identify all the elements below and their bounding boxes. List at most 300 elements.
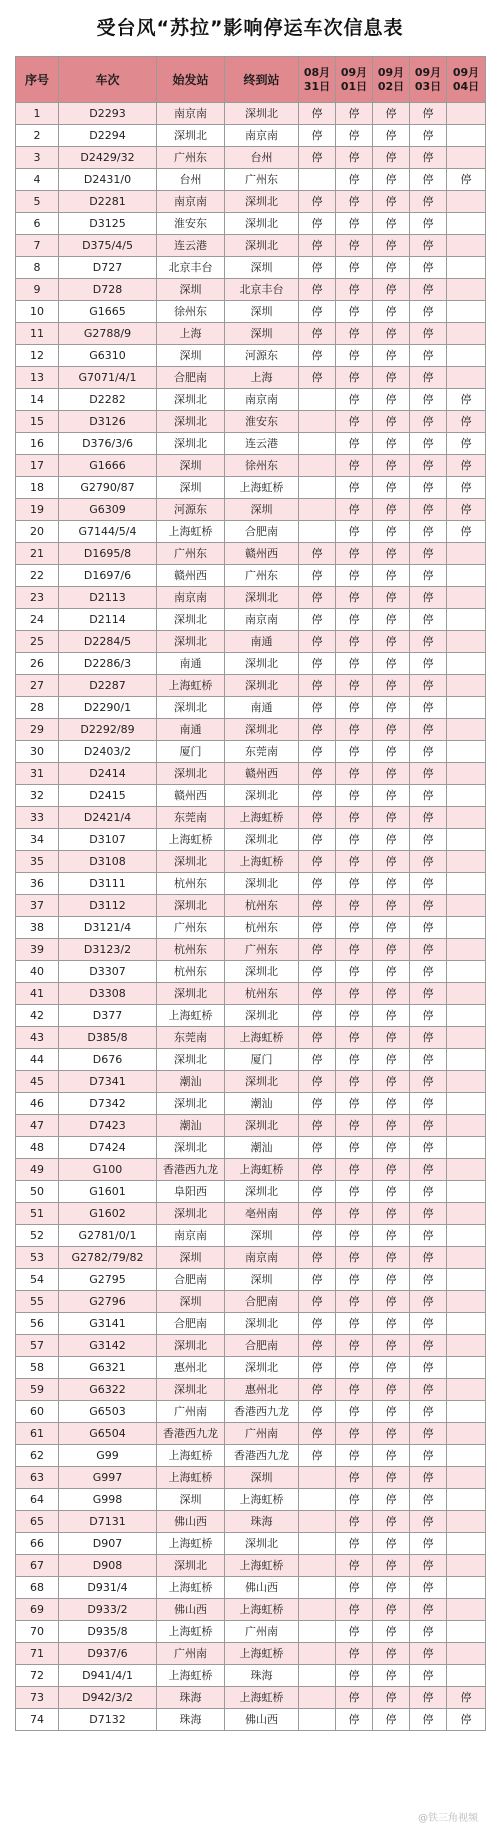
cell-origin: 厦门: [157, 741, 225, 763]
cell-destination: 深圳北: [225, 719, 299, 741]
cell-status: [299, 1511, 336, 1533]
cell-origin: 佛山西: [157, 1511, 225, 1533]
cell-index: 51: [16, 1203, 59, 1225]
cell-index: 38: [16, 917, 59, 939]
cell-status: 停: [410, 1115, 447, 1137]
cell-status: 停: [299, 1181, 336, 1203]
cell-index: 14: [16, 389, 59, 411]
cell-destination: 深圳北: [225, 785, 299, 807]
watermark: @铁三角视频: [418, 1813, 478, 1824]
cell-origin: 深圳北: [157, 1335, 225, 1357]
cell-status: 停: [299, 235, 336, 257]
cell-status: 停: [373, 1049, 410, 1071]
header-date: [336, 57, 373, 103]
cell-destination: 杭州东: [225, 983, 299, 1005]
cell-status: 停: [336, 521, 373, 543]
cell-index: 57: [16, 1335, 59, 1357]
cell-train: G100: [59, 1159, 157, 1181]
cell-status: 停: [373, 851, 410, 873]
cell-status: 停: [373, 961, 410, 983]
cell-train: D2282: [59, 389, 157, 411]
cell-train: D907: [59, 1533, 157, 1555]
cell-status: 停: [410, 521, 447, 543]
cell-train: D2290/1: [59, 697, 157, 719]
table-row: [16, 961, 486, 983]
cell-status: 停: [373, 1115, 410, 1137]
cell-status: 停: [410, 785, 447, 807]
table-row: [16, 1225, 486, 1247]
cell-origin: 深圳北: [157, 631, 225, 653]
cell-status: 停: [373, 917, 410, 939]
cell-train: G1601: [59, 1181, 157, 1203]
cell-status: [447, 279, 486, 301]
cell-status: 停: [373, 1291, 410, 1313]
cell-status: 停: [373, 213, 410, 235]
cell-train: D2114: [59, 609, 157, 631]
table-row: [16, 103, 486, 125]
cell-status: 停: [410, 719, 447, 741]
cell-status: [299, 389, 336, 411]
cell-destination: 佛山西: [225, 1709, 299, 1731]
cell-destination: 深圳北: [225, 103, 299, 125]
cell-destination: 徐州东: [225, 455, 299, 477]
table-row: [16, 873, 486, 895]
cell-status: 停: [336, 345, 373, 367]
cell-index: 13: [16, 367, 59, 389]
cell-destination: 广州南: [225, 1423, 299, 1445]
cell-status: 停: [373, 455, 410, 477]
cell-status: 停: [299, 301, 336, 323]
cell-status: [447, 1423, 486, 1445]
cell-status: 停: [336, 1709, 373, 1731]
cell-train: D2431/0: [59, 169, 157, 191]
cell-status: 停: [299, 961, 336, 983]
cell-status: 停: [447, 455, 486, 477]
cell-origin: 连云港: [157, 235, 225, 257]
cell-origin: 赣州西: [157, 565, 225, 587]
cell-index: 56: [16, 1313, 59, 1335]
cell-destination: 南京南: [225, 609, 299, 631]
cell-status: [447, 1467, 486, 1489]
cell-origin: 上海虹桥: [157, 1467, 225, 1489]
cell-index: 20: [16, 521, 59, 543]
table-row: [16, 895, 486, 917]
cell-train: D935/8: [59, 1621, 157, 1643]
cell-status: 停: [373, 1137, 410, 1159]
table-row: [16, 1467, 486, 1489]
cell-status: [447, 1269, 486, 1291]
cell-train: D7424: [59, 1137, 157, 1159]
cell-index: 17: [16, 455, 59, 477]
cell-train: G2782/79/82: [59, 1247, 157, 1269]
cell-status: 停: [410, 455, 447, 477]
cell-status: 停: [336, 323, 373, 345]
cell-status: 停: [410, 257, 447, 279]
cell-train: G2781/0/1: [59, 1225, 157, 1247]
cell-index: 11: [16, 323, 59, 345]
cell-origin: 深圳北: [157, 851, 225, 873]
cell-origin: 深圳: [157, 279, 225, 301]
cell-status: 停: [299, 917, 336, 939]
header-date-day: 03日: [414, 79, 442, 93]
cell-status: [447, 367, 486, 389]
cell-index: 31: [16, 763, 59, 785]
cell-status: [447, 125, 486, 147]
cell-index: 45: [16, 1071, 59, 1093]
cell-status: 停: [373, 169, 410, 191]
cell-destination: 香港西九龙: [225, 1401, 299, 1423]
cell-train: G7071/4/1: [59, 367, 157, 389]
cell-train: D2286/3: [59, 653, 157, 675]
cell-status: 停: [373, 1005, 410, 1027]
cell-status: [447, 1335, 486, 1357]
cell-index: 40: [16, 961, 59, 983]
cell-status: [299, 1489, 336, 1511]
cell-status: 停: [336, 1577, 373, 1599]
cell-status: 停: [447, 499, 486, 521]
cell-status: 停: [410, 1093, 447, 1115]
cell-status: [447, 565, 486, 587]
cell-status: 停: [299, 1225, 336, 1247]
cell-index: 68: [16, 1577, 59, 1599]
cell-origin: 上海虹桥: [157, 1445, 225, 1467]
cell-status: 停: [410, 741, 447, 763]
cell-train: D3308: [59, 983, 157, 1005]
cell-status: [447, 1181, 486, 1203]
cell-status: 停: [299, 279, 336, 301]
cell-origin: 东莞南: [157, 807, 225, 829]
cell-status: 停: [336, 587, 373, 609]
cell-destination: 深圳北: [225, 1313, 299, 1335]
cell-status: [447, 1291, 486, 1313]
cell-origin: 广州东: [157, 917, 225, 939]
cell-status: [447, 1401, 486, 1423]
cell-origin: 河源东: [157, 499, 225, 521]
cell-train: D2284/5: [59, 631, 157, 653]
cell-status: 停: [336, 719, 373, 741]
table-row: [16, 1137, 486, 1159]
cell-status: [447, 807, 486, 829]
cell-status: 停: [410, 1071, 447, 1093]
cell-status: [447, 675, 486, 697]
cell-status: 停: [373, 1181, 410, 1203]
table-row: [16, 1247, 486, 1269]
header-date-month: 09月: [340, 65, 368, 79]
table-row: [16, 1555, 486, 1577]
cell-status: 停: [336, 235, 373, 257]
cell-train: D728: [59, 279, 157, 301]
cell-train: D2113: [59, 587, 157, 609]
cell-origin: 上海虹桥: [157, 1621, 225, 1643]
table-row: [16, 1027, 486, 1049]
table-row: [16, 785, 486, 807]
cell-status: 停: [410, 1555, 447, 1577]
cell-index: 29: [16, 719, 59, 741]
cell-status: [447, 1577, 486, 1599]
cell-status: 停: [299, 939, 336, 961]
cell-status: 停: [373, 741, 410, 763]
cell-train: D7342: [59, 1093, 157, 1115]
cell-status: 停: [299, 1049, 336, 1071]
cell-status: [447, 147, 486, 169]
cell-index: 19: [16, 499, 59, 521]
cell-origin: 上海虹桥: [157, 1577, 225, 1599]
cell-status: [447, 829, 486, 851]
cell-status: 停: [299, 1445, 336, 1467]
cell-status: 停: [447, 1687, 486, 1709]
cell-status: 停: [410, 1687, 447, 1709]
header-train: 车次: [59, 57, 157, 103]
cell-index: 22: [16, 565, 59, 587]
table-row: [16, 983, 486, 1005]
cell-train: D676: [59, 1049, 157, 1071]
cell-destination: 潮汕: [225, 1093, 299, 1115]
cell-status: 停: [410, 345, 447, 367]
cell-destination: 合肥南: [225, 1291, 299, 1313]
cell-status: 停: [373, 1467, 410, 1489]
cell-status: 停: [373, 345, 410, 367]
cell-index: 10: [16, 301, 59, 323]
cell-origin: 香港西九龙: [157, 1423, 225, 1445]
cell-status: [299, 433, 336, 455]
cell-train: D2421/4: [59, 807, 157, 829]
cell-status: [299, 1555, 336, 1577]
cell-origin: 上海虹桥: [157, 1005, 225, 1027]
cell-status: 停: [299, 829, 336, 851]
header-date-day: 04日: [452, 79, 480, 93]
cell-destination: 佛山西: [225, 1577, 299, 1599]
cell-origin: 上海虹桥: [157, 1533, 225, 1555]
cell-train: D2414: [59, 763, 157, 785]
cell-status: [447, 1357, 486, 1379]
cell-index: 21: [16, 543, 59, 565]
table-row: [16, 1335, 486, 1357]
cell-index: 50: [16, 1181, 59, 1203]
cell-origin: 深圳北: [157, 895, 225, 917]
table-row: [16, 389, 486, 411]
cell-index: 9: [16, 279, 59, 301]
cell-status: 停: [299, 1357, 336, 1379]
cell-origin: 深圳: [157, 455, 225, 477]
cell-status: 停: [299, 191, 336, 213]
cell-status: 停: [299, 1027, 336, 1049]
cell-index: 70: [16, 1621, 59, 1643]
cell-train: G3141: [59, 1313, 157, 1335]
cell-status: [447, 1225, 486, 1247]
cell-destination: 香港西九龙: [225, 1445, 299, 1467]
cell-status: 停: [410, 1159, 447, 1181]
cell-origin: 广州东: [157, 147, 225, 169]
cell-origin: 上海虹桥: [157, 1665, 225, 1687]
cell-status: 停: [336, 1687, 373, 1709]
header-destination: 终到站: [225, 57, 299, 103]
cell-origin: 珠海: [157, 1709, 225, 1731]
cell-status: [447, 345, 486, 367]
header-date: [410, 57, 447, 103]
cell-status: 停: [336, 1115, 373, 1137]
cell-status: 停: [299, 103, 336, 125]
table-row: [16, 1049, 486, 1071]
cell-status: 停: [373, 1225, 410, 1247]
cell-index: 5: [16, 191, 59, 213]
table-row: [16, 477, 486, 499]
cell-origin: 广州东: [157, 543, 225, 565]
cell-status: 停: [373, 1423, 410, 1445]
cell-destination: 上海虹桥: [225, 1555, 299, 1577]
cell-destination: 广州南: [225, 1621, 299, 1643]
cell-destination: 深圳北: [225, 191, 299, 213]
cell-status: 停: [373, 323, 410, 345]
table-row: [16, 939, 486, 961]
cell-status: 停: [336, 499, 373, 521]
cell-status: 停: [373, 191, 410, 213]
cell-status: 停: [336, 1533, 373, 1555]
cell-status: 停: [410, 1467, 447, 1489]
cell-index: 59: [16, 1379, 59, 1401]
cell-status: 停: [336, 1225, 373, 1247]
table-row: [16, 1379, 486, 1401]
cell-train: D2429/32: [59, 147, 157, 169]
cell-destination: 深圳: [225, 257, 299, 279]
cell-destination: 南京南: [225, 1247, 299, 1269]
cell-status: [299, 1599, 336, 1621]
cell-status: 停: [447, 169, 486, 191]
cell-status: 停: [336, 851, 373, 873]
cell-status: 停: [373, 1357, 410, 1379]
cell-origin: 深圳: [157, 345, 225, 367]
cell-train: G6322: [59, 1379, 157, 1401]
table-row: [16, 807, 486, 829]
cell-origin: 珠海: [157, 1687, 225, 1709]
cell-destination: 深圳: [225, 323, 299, 345]
cell-status: 停: [336, 103, 373, 125]
cell-train: D377: [59, 1005, 157, 1027]
cell-status: 停: [299, 1137, 336, 1159]
cell-destination: 合肥南: [225, 521, 299, 543]
cell-destination: 深圳北: [225, 653, 299, 675]
cell-destination: 深圳北: [225, 587, 299, 609]
cell-index: 55: [16, 1291, 59, 1313]
cell-status: [447, 741, 486, 763]
cell-index: 16: [16, 433, 59, 455]
cell-status: 停: [373, 939, 410, 961]
cell-train: D3112: [59, 895, 157, 917]
cell-status: [299, 1467, 336, 1489]
cell-status: 停: [373, 257, 410, 279]
cell-status: 停: [373, 1401, 410, 1423]
table-row: [16, 345, 486, 367]
cell-train: D375/4/5: [59, 235, 157, 257]
cell-status: 停: [336, 1511, 373, 1533]
cell-status: 停: [373, 1555, 410, 1577]
cell-destination: 南通: [225, 697, 299, 719]
cell-status: 停: [410, 961, 447, 983]
cell-status: [447, 1665, 486, 1687]
cell-status: [299, 1533, 336, 1555]
cell-train: D1695/8: [59, 543, 157, 565]
cell-destination: 赣州西: [225, 763, 299, 785]
table-row: [16, 543, 486, 565]
cell-status: 停: [410, 103, 447, 125]
cell-status: 停: [299, 1071, 336, 1093]
cell-status: 停: [373, 1071, 410, 1093]
cell-status: 停: [373, 609, 410, 631]
cell-index: 32: [16, 785, 59, 807]
cell-origin: 淮安东: [157, 213, 225, 235]
cell-destination: 南京南: [225, 389, 299, 411]
cell-destination: 上海虹桥: [225, 851, 299, 873]
table-row: [16, 147, 486, 169]
header-date: [447, 57, 486, 103]
cell-index: 52: [16, 1225, 59, 1247]
cell-status: 停: [410, 807, 447, 829]
cell-status: 停: [336, 389, 373, 411]
table-row: [16, 829, 486, 851]
cell-status: 停: [410, 1335, 447, 1357]
cell-index: 64: [16, 1489, 59, 1511]
table-row: [16, 675, 486, 697]
cell-status: 停: [299, 1335, 336, 1357]
table-row: [16, 1357, 486, 1379]
cell-status: 停: [410, 565, 447, 587]
cell-destination: 亳州南: [225, 1203, 299, 1225]
cell-status: 停: [373, 1313, 410, 1335]
cell-status: 停: [299, 697, 336, 719]
cell-status: 停: [410, 675, 447, 697]
cell-status: 停: [299, 213, 336, 235]
cell-train: D2403/2: [59, 741, 157, 763]
cell-status: [447, 235, 486, 257]
cell-status: [447, 609, 486, 631]
cell-status: 停: [373, 653, 410, 675]
cell-status: 停: [336, 917, 373, 939]
cell-destination: 河源东: [225, 345, 299, 367]
cell-origin: 深圳北: [157, 433, 225, 455]
cell-origin: 上海虹桥: [157, 675, 225, 697]
cell-status: 停: [373, 1511, 410, 1533]
cell-destination: 深圳北: [225, 1357, 299, 1379]
cell-train: D2415: [59, 785, 157, 807]
table-row: [16, 257, 486, 279]
cell-status: 停: [299, 367, 336, 389]
cell-destination: 珠海: [225, 1665, 299, 1687]
cell-status: 停: [410, 1181, 447, 1203]
table-row: [16, 367, 486, 389]
table-row: [16, 1533, 486, 1555]
cell-index: 65: [16, 1511, 59, 1533]
cell-status: 停: [336, 1357, 373, 1379]
cell-destination: 上海虹桥: [225, 1027, 299, 1049]
header-origin: 始发站: [157, 57, 225, 103]
cell-status: 停: [373, 1093, 410, 1115]
cell-status: [299, 521, 336, 543]
cell-origin: 潮汕: [157, 1115, 225, 1137]
cell-index: 41: [16, 983, 59, 1005]
cell-status: 停: [336, 1423, 373, 1445]
cell-status: 停: [410, 1225, 447, 1247]
cell-index: 2: [16, 125, 59, 147]
cell-destination: 深圳: [225, 1269, 299, 1291]
cell-status: [447, 1313, 486, 1335]
table-row: [16, 433, 486, 455]
cell-destination: 深圳北: [225, 1115, 299, 1137]
cell-status: [447, 917, 486, 939]
cell-status: 停: [299, 895, 336, 917]
cell-index: 37: [16, 895, 59, 917]
cell-status: 停: [299, 807, 336, 829]
cell-destination: 厦门: [225, 1049, 299, 1071]
cell-destination: 上海虹桥: [225, 1599, 299, 1621]
